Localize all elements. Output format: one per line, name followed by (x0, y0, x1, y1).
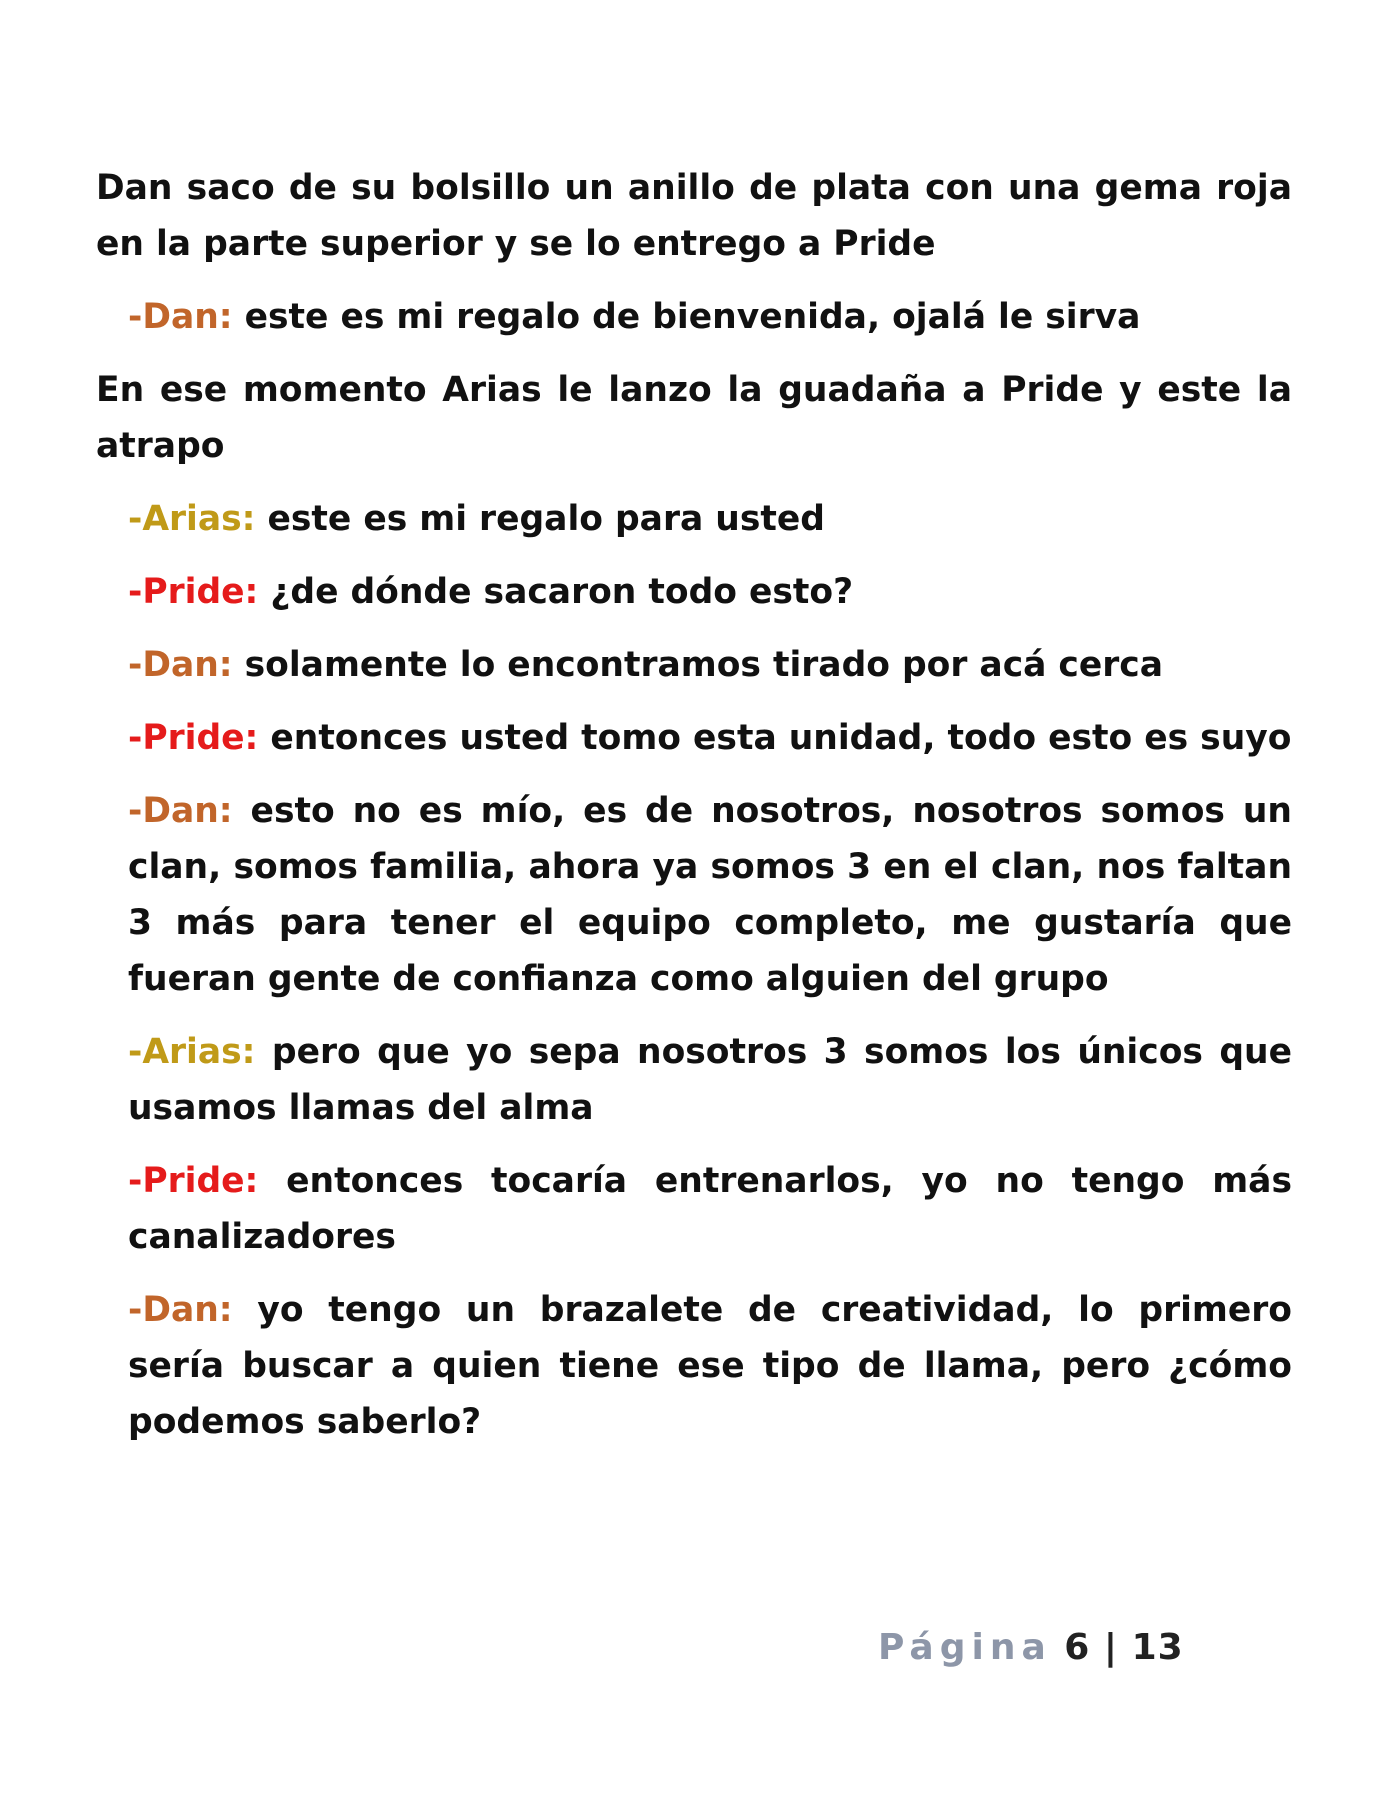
speaker-label: -Dan: (128, 1290, 233, 1330)
speaker-label: -Pride: (128, 572, 259, 612)
current-page: 6 (1064, 1627, 1091, 1668)
speaker-label: -Dan: (128, 791, 233, 831)
dialogue-paragraph (96, 637, 1292, 693)
speaker-label: -Pride: (128, 718, 259, 758)
paragraph-text: En ese momento Arias le lanzo la guadaña a Pride y este la atrapo (96, 370, 1292, 466)
page-label: Página (878, 1627, 1052, 1668)
dialogue-paragraph (96, 491, 1292, 547)
dialogue-paragraph (96, 289, 1292, 345)
speaker-label: -Arias: (128, 1032, 256, 1072)
dialogue-paragraph (96, 783, 1292, 1007)
paragraph-text: entonces tocaría entrenarlos, yo no tengo más canalizadores (128, 1161, 1292, 1257)
narration-paragraph (96, 362, 1292, 474)
speaker-label: -Dan: (128, 297, 233, 337)
paragraph-text: pero que yo sepa nosotros 3 somos los únicos que usamos llamas del alma (128, 1032, 1292, 1128)
dialogue-paragraph (96, 1024, 1292, 1136)
narration-paragraph (96, 160, 1292, 272)
paragraph-text: este es mi regalo de bienvenida, ojalá le sirva (232, 297, 1141, 337)
speaker-label: -Arias: (128, 499, 256, 539)
paragraph-text: esto no es mío, es de nosotros, nosotros somos un clan, somos familia, ahora ya somos 3 en el clan, nos faltan 3 más para tener el equipo completo, me gustaría que fueran gente de confianza como alguien del grupo (128, 791, 1292, 999)
dialogue-paragraph (96, 1153, 1292, 1265)
dialogue-paragraph (96, 564, 1292, 620)
speaker-label: -Dan: (128, 645, 233, 685)
page-number (1064, 1627, 1183, 1668)
paragraph-text: entonces usted tomo esta unidad, todo esto es suyo (258, 718, 1292, 758)
dialogue-paragraph (96, 710, 1292, 766)
page-separator: | (1103, 1627, 1119, 1668)
document-body (96, 160, 1292, 1467)
paragraph-text: ¿de dónde sacaron todo esto? (258, 572, 854, 612)
speaker-label: -Pride: (128, 1161, 259, 1201)
paragraph-text: solamente lo encontramos tirado por acá cerca (232, 645, 1164, 685)
paragraph-text: yo tengo un brazalete de creatividad, lo primero sería buscar a quien tiene ese tipo de llama, pero ¿cómo podemos saberlo? (128, 1290, 1292, 1442)
dialogue-paragraph (96, 1282, 1292, 1450)
page-footer (878, 1624, 1184, 1672)
paragraph-text: Dan saco de su bolsillo un anillo de plata con una gema roja en la parte superior y se lo entrego a Pride (96, 168, 1292, 264)
total-pages: 13 (1131, 1627, 1184, 1668)
paragraph-text: este es mi regalo para usted (255, 499, 825, 539)
